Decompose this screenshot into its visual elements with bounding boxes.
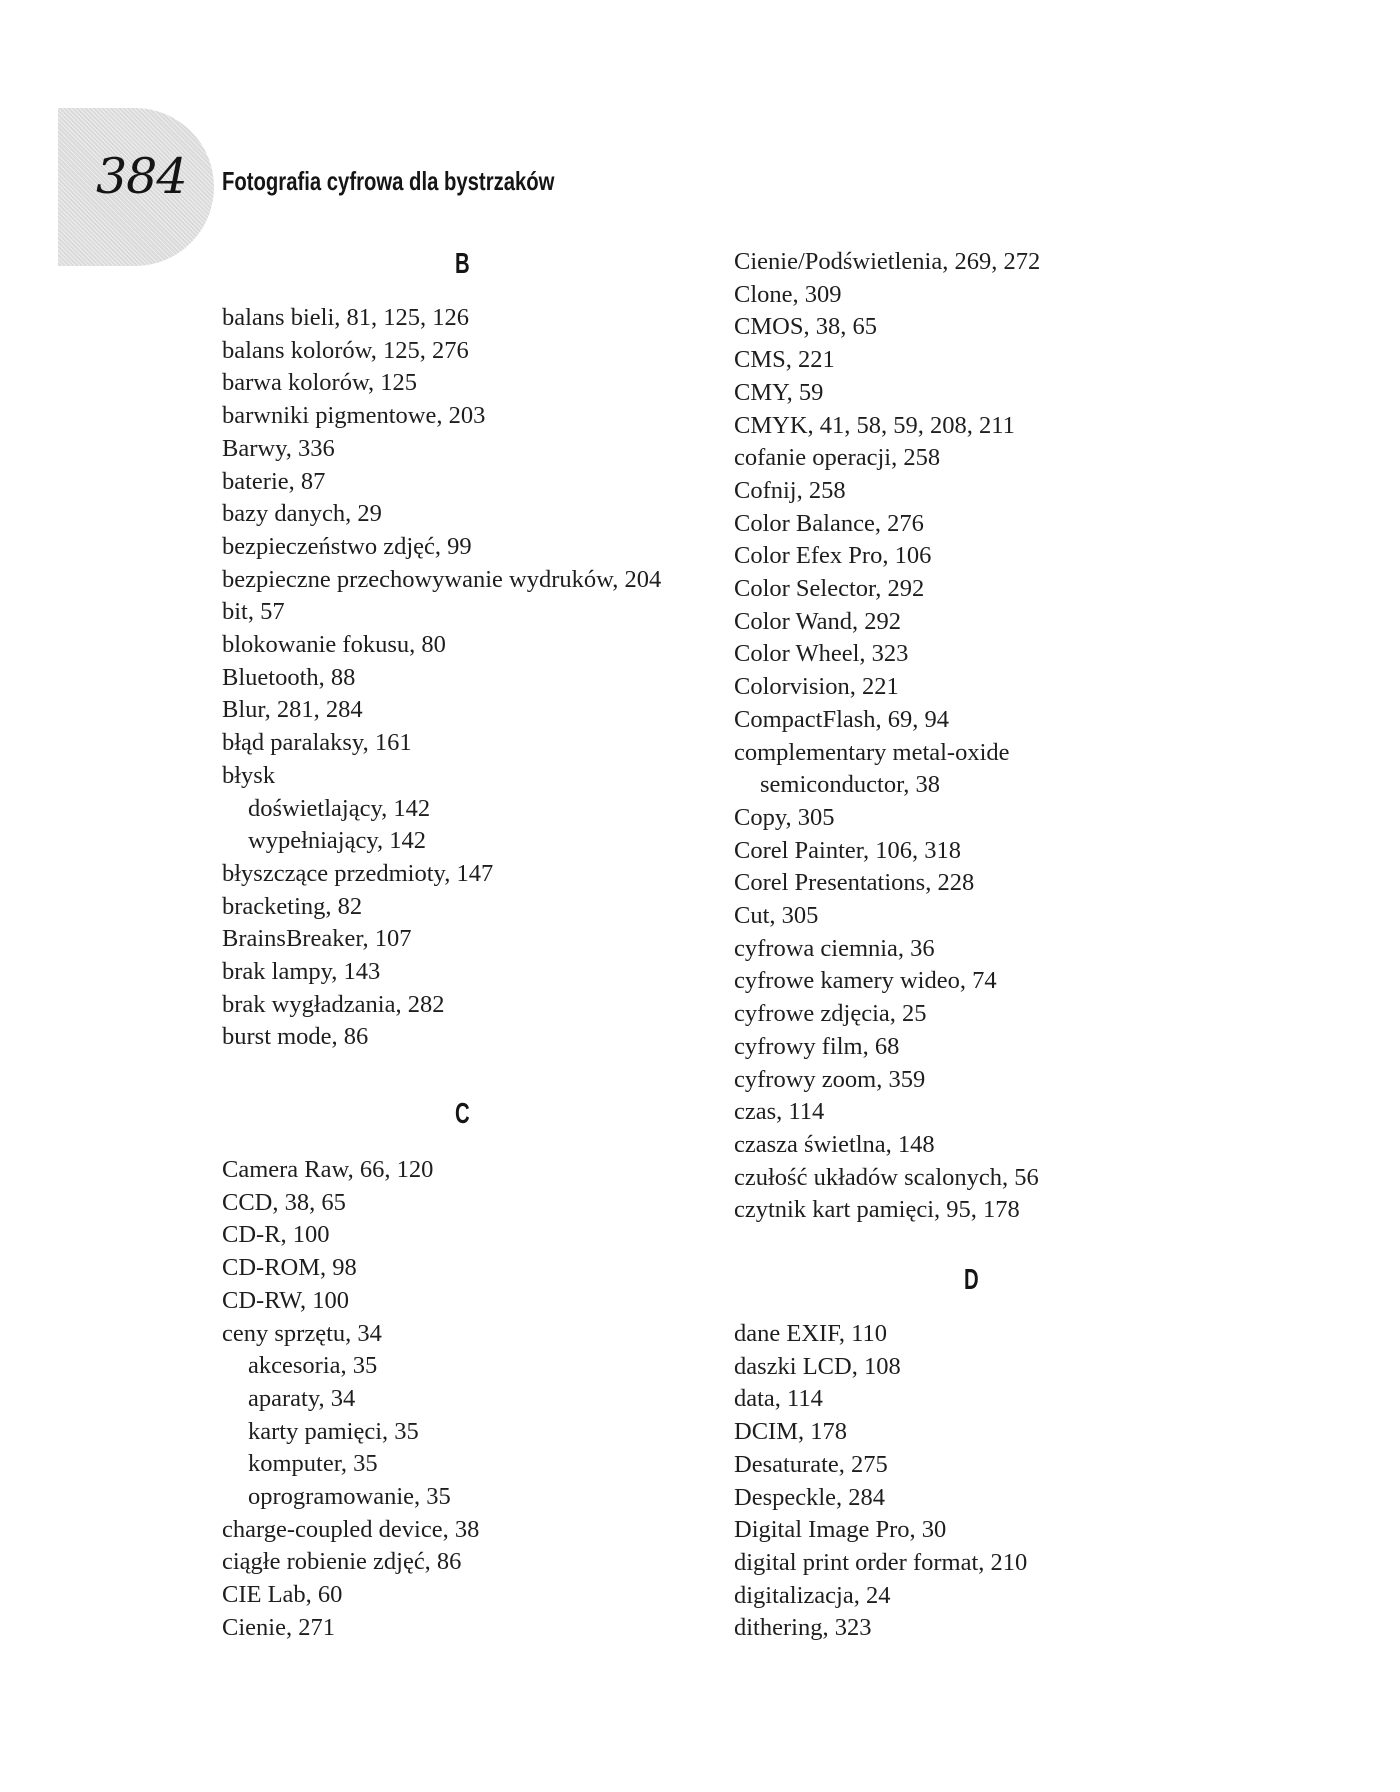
index-entry: balans kolorów, 125, 276 <box>222 336 469 364</box>
index-subentry: aparaty, 34 <box>248 1384 356 1412</box>
index-entry: Color Balance, 276 <box>734 509 924 537</box>
index-entry: Color Selector, 292 <box>734 575 925 602</box>
index-entry: Color Wand, 292 <box>734 607 902 635</box>
section-letter-c: C <box>455 1098 470 1130</box>
index-entry: blokowanie fokusu, 80 <box>222 631 446 658</box>
index-entry: baterie, 87 <box>222 467 326 495</box>
index-entry: brak wygładzania, 282 <box>222 990 445 1018</box>
index-entry: Despeckle, 284 <box>734 1483 886 1511</box>
index-entry: cyfrowy film, 68 <box>734 1032 900 1060</box>
index-entry: CMY, 59 <box>734 378 824 406</box>
index-entry: CIE Lab, 60 <box>222 1581 343 1609</box>
index-entry: Clone, 309 <box>734 280 842 308</box>
index-entry: cyfrowy zoom, 359 <box>734 1065 926 1093</box>
index-subentry: komputer, 35 <box>248 1450 378 1478</box>
index-entry: CMOS, 38, 65 <box>734 313 877 341</box>
index-entry: Desaturate, 275 <box>734 1450 888 1478</box>
index-subentry: akcesoria, 35 <box>248 1352 378 1380</box>
index-subentry: karty pamięci, 35 <box>248 1417 419 1445</box>
index-entry: bezpieczeństwo zdjęć, 99 <box>222 532 472 560</box>
index-subentry: oprogramowanie, 35 <box>248 1483 451 1510</box>
index-entry: bracketing, 82 <box>222 892 363 920</box>
index-entry: digital print order format, 210 <box>734 1548 1028 1576</box>
index-entry: CD-RW, 100 <box>222 1286 350 1314</box>
index-entry: digitalizacja, 24 <box>734 1581 891 1609</box>
index-entry: bazy danych, 29 <box>222 500 382 528</box>
index-entry: burst mode, 86 <box>222 1023 369 1051</box>
index-entry: barwniki pigmentowe, 203 <box>222 402 486 430</box>
section-letter-b: B <box>455 248 470 280</box>
index-entry: Bluetooth, 88 <box>222 663 356 691</box>
index-entry: Blur, 281, 284 <box>222 696 363 724</box>
index-entry: CMS, 221 <box>734 346 835 374</box>
index-entry: barwa kolorów, 125 <box>222 369 418 397</box>
index-entry: ciągłe robienie zdjęć, 86 <box>222 1548 462 1576</box>
index-entry: dithering, 323 <box>734 1614 872 1642</box>
index-entry: błąd paralaksy, 161 <box>222 729 412 757</box>
index-entry: BrainsBreaker, 107 <box>222 925 412 953</box>
index-entry: ceny sprzętu, 34 <box>222 1319 382 1347</box>
index-entry: data, 114 <box>734 1385 823 1413</box>
index-entry: Copy, 305 <box>734 803 835 831</box>
index-entry: cyfrowe zdjęcia, 25 <box>734 1000 927 1028</box>
index-entry: Color Wheel, 323 <box>734 640 909 668</box>
index-entry: DCIM, 178 <box>734 1418 847 1446</box>
index-entry: daszki LCD, 108 <box>734 1352 901 1380</box>
index-entry: Cut, 305 <box>734 902 819 929</box>
index-entry: Camera Raw, 66, 120 <box>222 1156 434 1183</box>
index-entry: Digital Image Pro, 30 <box>734 1516 947 1544</box>
page-number: 384 <box>96 148 187 205</box>
section-letter-d: D <box>964 1264 979 1296</box>
index-entry: Corel Presentations, 228 <box>734 869 975 897</box>
index-entry: Cienie, 271 <box>222 1613 335 1641</box>
index-entry: bezpieczne przechowywanie wydruków, 204 <box>222 565 662 593</box>
index-entry: cyfrowa ciemnia, 36 <box>734 934 935 962</box>
index-entry: CD-R, 100 <box>222 1221 330 1249</box>
index-entry: czytnik kart pamięci, 95, 178 <box>734 1196 1020 1224</box>
index-entry: complementary metal-oxide <box>734 738 1010 766</box>
index-entry: CMYK, 41, 58, 59, 208, 211 <box>734 411 1015 439</box>
index-entry: cofanie operacji, 258 <box>734 444 941 472</box>
book-title: Fotografia cyfrowa dla bystrzaków <box>222 166 555 196</box>
index-entry: charge-coupled device, 38 <box>222 1515 480 1543</box>
index-entry: bit, 57 <box>222 598 285 626</box>
index-entry: Corel Painter, 106, 318 <box>734 836 961 864</box>
index-entry: dane EXIF, 110 <box>734 1320 887 1347</box>
index-entry: Cienie/Podświetlenia, 269, 272 <box>734 248 1041 275</box>
index-entry: CompactFlash, 69, 94 <box>734 705 950 733</box>
index-entry: błyszczące przedmioty, 147 <box>222 859 494 887</box>
index-entry: czasza świetlna, 148 <box>734 1130 935 1158</box>
index-entry: brak lampy, 143 <box>222 958 381 985</box>
index-entry: błysk <box>222 761 276 789</box>
index-subentry: wypełniający, 142 <box>248 827 427 855</box>
index-entry: CCD, 38, 65 <box>222 1188 346 1216</box>
index-entry: czas, 114 <box>734 1098 825 1126</box>
index-entry: CD-ROM, 98 <box>222 1254 357 1282</box>
index-entry-continuation: semiconductor, 38 <box>760 771 941 799</box>
index-entry: cyfrowe kamery wideo, 74 <box>734 967 997 995</box>
index-entry: Color Efex Pro, 106 <box>734 542 932 570</box>
index-entry: balans bieli, 81, 125, 126 <box>222 304 470 331</box>
index-entry: Cofnij, 258 <box>734 476 846 504</box>
index-entry: czułość układów scalonych, 56 <box>734 1163 1039 1191</box>
index-entry: Colorvision, 221 <box>734 673 899 701</box>
index-subentry: doświetlający, 142 <box>248 794 431 822</box>
index-entry: Barwy, 336 <box>222 434 335 462</box>
